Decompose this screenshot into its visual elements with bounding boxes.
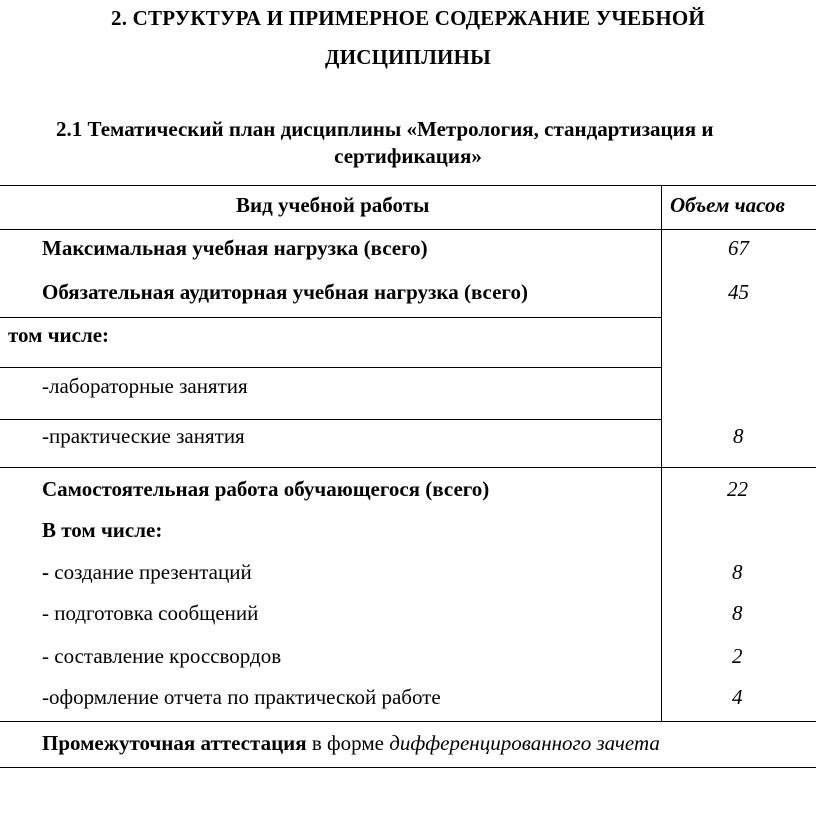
row-including-label: том числе: (8, 323, 110, 347)
row-mandatory-label: Обязательная аудиторная учебная нагрузка (всего) (42, 280, 528, 304)
row-messages-value: 8 (732, 601, 743, 625)
table-border-bottom (0, 767, 816, 768)
row-crosswords-value: 2 (732, 644, 743, 668)
row-mandatory-value: 45 (728, 280, 749, 304)
section-title-line1: 2. СТРУКТУРА И ПРИМЕРНОЕ СОДЕРЖАНИЕ УЧЕБНОЙ (111, 6, 705, 30)
row-presentations-value: 8 (732, 560, 743, 584)
table-divider (0, 367, 662, 368)
row-practice-label: -практические занятия (42, 424, 245, 448)
final-attestation-bold: Промежуточная аттестация (42, 731, 307, 755)
table-divider (0, 317, 662, 318)
table-border-top (0, 185, 816, 186)
row-presentations (42, 560, 252, 584)
row-report-label: -оформление отчета по практической работе (42, 685, 441, 709)
subsection-title-line2: сертификация» (334, 144, 482, 168)
row-crosswords-label: - составление кроссвордов (42, 644, 282, 668)
table-divider (0, 229, 816, 230)
table-divider (0, 467, 816, 468)
table-divider (0, 721, 816, 722)
table-divider (0, 419, 662, 420)
table-column-divider (661, 185, 662, 722)
final-attestation-normal: в форме (306, 731, 390, 755)
row-labs-label: -лабораторные занятия (42, 374, 248, 398)
row-including2-label: В том числе: (42, 518, 163, 542)
row-messages-label: - подготовка сообщений (42, 601, 259, 625)
subsection-title-line1: 2.1 Тематический план дисциплины «Метрология, стандартизация и (56, 117, 714, 141)
row-max-load-label: Максимальная учебная нагрузка (всего) (42, 236, 428, 260)
row-practice-value: 8 (733, 424, 744, 448)
row-independent-value: 22 (727, 477, 748, 501)
row-presentations-dash: - (42, 560, 49, 584)
row-presentations-label: создание презентаций (49, 560, 252, 584)
row-max-load-value: 67 (728, 236, 749, 260)
row-independent-label: Самостоятельная работа обучающегося (всего) (42, 477, 490, 501)
header-work-type: Вид учебной работы (236, 193, 430, 217)
section-title-line2: ДИСЦИПЛИНЫ (325, 45, 491, 69)
row-report-value: 4 (732, 685, 743, 709)
header-hours: Объем часов (670, 193, 785, 217)
row-final-attestation (42, 731, 660, 755)
final-attestation-italic: дифференцированного зачета (389, 731, 660, 755)
